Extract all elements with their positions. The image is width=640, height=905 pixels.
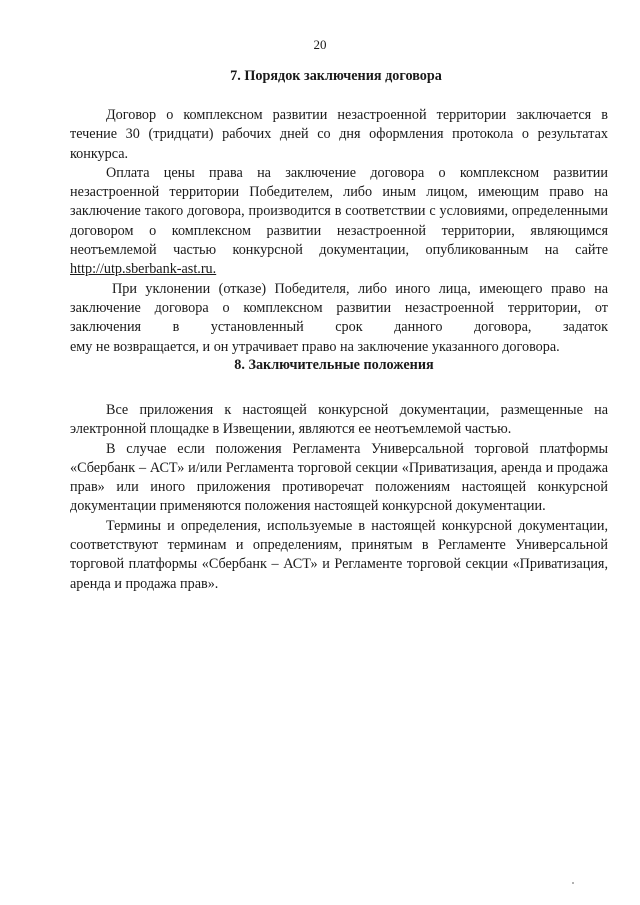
sberbank-ast-link[interactable]: http://utp.sberbank-ast.ru.: [70, 261, 217, 278]
section-8-body: [70, 401, 608, 594]
section-7-paragraph-1: Договор о комплексном развитии незастроенной территории заключается в течение 30 (тридцати) рабочих дней со дня оформления протокола о результатах конкурса.: [70, 107, 608, 162]
section-8-paragraph-3: Термины и определения, используемые в настоящей конкурсной документации, соответствуют терминам и определениям, принятым в Регламенте Универсальной торговой платформы «Сбербанк – АСТ» и Регламенте торговой секции «Приватизация, аренда и продажа прав».: [70, 517, 608, 592]
section-8-paragraph-1: Все приложения к настоящей конкурсной документации, размещенные на электронной площадке в Извещении, являются ее неотъемлемой частью.: [70, 402, 608, 438]
section-7-paragraph-2-text: Оплата цены права на заключение договора о комплексном развитии незастроенной территории Победителем, либо иным лицом, имеющим право на заключение такого договора, производится в соответствии с условиями, определенными договором о комплексном развитии незастроенной территории, являющимся неотъемлемой частью конкурсной документации, опубликованным на сайте: [70, 164, 608, 259]
page-number: 20: [313, 37, 327, 52]
section-8-paragraph-2: В случае если положения Регламента Универсальной торговой платформы «Сбербанк – АСТ» и/или Регламента торговой секции «Приватизация, аренда и продажа прав» или иного приложения противоречат положениям настоящей конкурсной документации применяются положения настоящей конкурсной документации.: [70, 440, 608, 515]
section-7-paragraph-3-end: ему не возвращается, и он утрачивает право на заключение указанного договора.: [70, 338, 560, 355]
section-7-heading: 7. Порядок заключения договора: [230, 68, 442, 84]
section-7-paragraph-3: [70, 280, 608, 357]
section-7-paragraph-3-main: При уклонении (отказе) Победителя, либо иного лица, имеющего право на заключение договора о комплексном развитии незастроенной территории, от заключения в установленный срок данного договора, задаток: [70, 280, 608, 336]
section-8-heading: 8. Заключительные положения: [234, 357, 434, 373]
section-7-paragraph-2: [70, 164, 608, 280]
scan-speck: [572, 882, 574, 884]
section-7-body: [70, 106, 608, 357]
